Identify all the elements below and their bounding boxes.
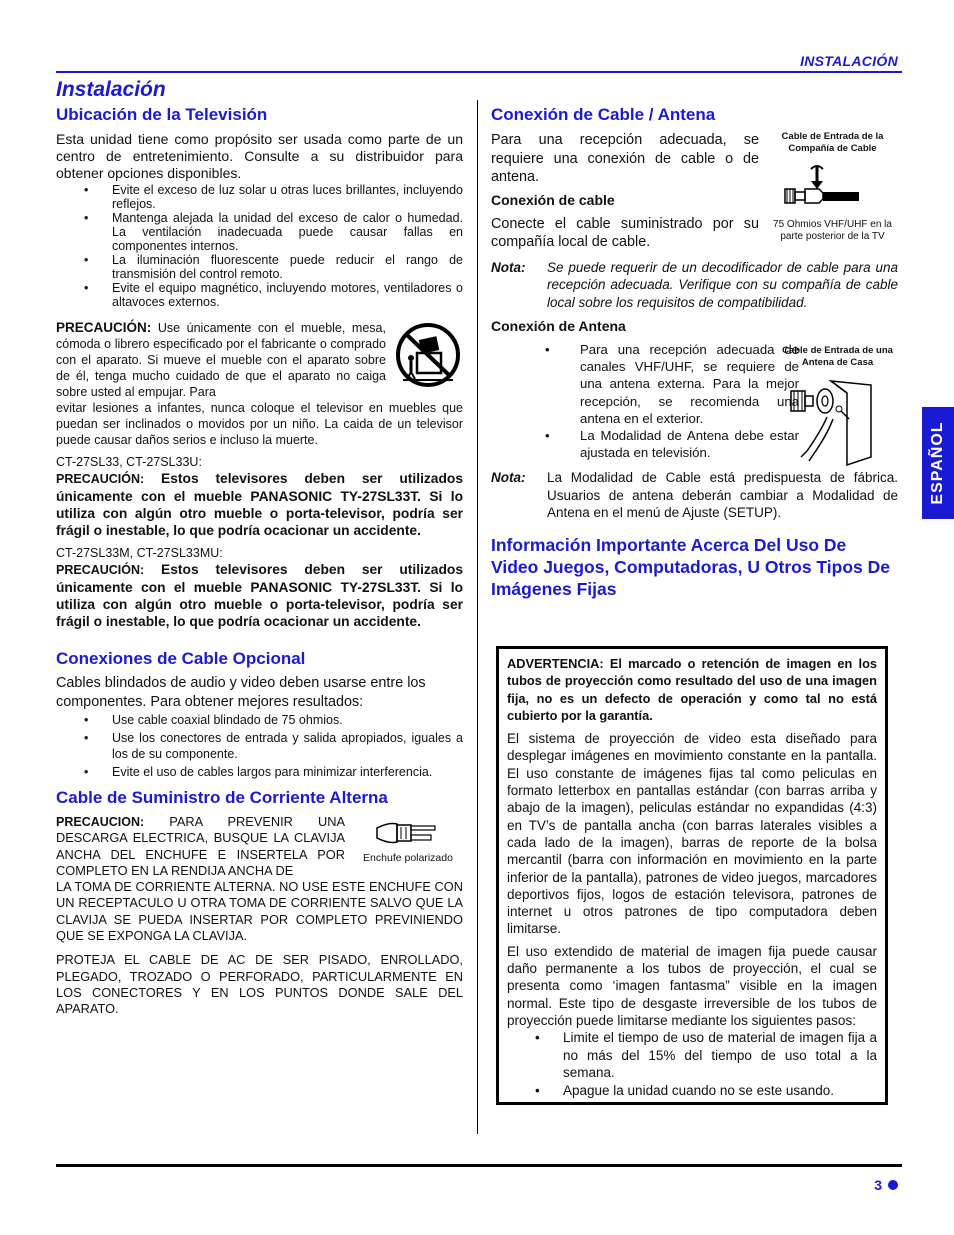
fig1-caption-top: Cable de Entrada de la Compañía de Cable	[781, 131, 884, 154]
language-tab-label: ESPAÑOL	[929, 421, 946, 505]
plug-figure	[353, 818, 463, 865]
stand-warning-1	[56, 470, 463, 539]
footer-rule	[56, 1164, 902, 1167]
cable-block	[491, 131, 898, 252]
precaucion-text-a: Use únicamente con el mueble, mesa, cómoda o librero especificado por el fabricante o comprado con el aparato. Si mueve el mueble con el aparato sobre de él, tenga mucho cuidado de que el aparato no caiga sobre usted al empujar. Para	[56, 321, 386, 399]
ubicacion-bullets	[56, 183, 463, 309]
warning-bullets	[507, 1029, 877, 1099]
stand-warning-2	[56, 561, 463, 630]
header-rule	[56, 71, 902, 73]
heading-ubicacion: Ubicación de la Televisión	[56, 105, 268, 124]
suministro-text-c: PROTEJA EL CABLE DE AC DE SER PISADO, ENROLLADO, PLEGADO, TROZADO O PERFORADO, PARTICULARMENTE EN LOS CONECTORES Y EN LOS PUNTOS DONDE SALE DEL APARATO.	[56, 952, 463, 1017]
opcional-bullets	[56, 712, 463, 780]
model-list-1: CT-27SL33, CT-27SL33U:	[56, 455, 202, 469]
heading-imagenes-fijas: Información Importante Acerca Del Uso De Video Juegos, Computadoras, U Otros Tipos De Imágenes Fijas	[491, 534, 891, 599]
cable-intro: Para una recepción adecuada, se requiere una conexión de cable o de antena.	[491, 132, 759, 185]
nota-label-1: Nota:	[491, 259, 526, 275]
coax-connector-icon	[781, 163, 898, 213]
page-bullet-icon	[888, 1180, 898, 1190]
list-item: • Use los conectores de entrada y salida apropiados, iguales a los de su componente.	[56, 730, 463, 763]
heading-cable-antena: Conexión de Cable / Antena	[491, 105, 716, 124]
list-item: • Apague la unidad cuando no se este usando.	[507, 1082, 877, 1099]
stand-warning-label-1: PRECAUCIÓN:	[56, 472, 145, 486]
fig1-caption-bottom: 75 Ohmios VHF/UHF en la parte posterior de la TV	[773, 219, 892, 242]
page-number: 3	[874, 1177, 882, 1193]
stand-warning-label-2: PRECAUCIÓN:	[56, 563, 145, 577]
nota-text-2: La Modalidad de Cable está predispuesta de fábrica. Usuarios de antena deberán cambiar a Modalidad de Antena en el menú de Ajuste (SETUP).	[547, 470, 898, 521]
plug-caption: Enchufe polarizado	[363, 852, 453, 864]
heading-suministro: Cable de Suministro de Corriente Alterna	[56, 788, 388, 807]
list-item: • Mantenga alejada la unidad del exceso de calor o humedad. La ventilación inadecuada puede causar fallas en componentes internos.	[56, 211, 463, 253]
opcional-intro: Cables blindados de audio y video deben usarse entre los componentes. Para obtener mejores resultados:	[56, 675, 426, 710]
left-column	[56, 104, 463, 1018]
list-item: • Evite el uso de cables largos para minimizar interferencia.	[56, 764, 463, 781]
warning-box	[496, 646, 888, 1105]
antena-block	[491, 341, 898, 461]
antenna-connector-icon	[787, 373, 898, 473]
precaucion-block	[56, 320, 463, 448]
warning-paragraph-2: El uso extendido de material de imagen fija puede causar daño permanente a los tubos de proyección, el cual se presenta como ‘imagen fantasma” visible en la imagen normal. Este tipo de desgaste irreversible de los tubos de proyección puede limitarse mediante los siguientes pasos:	[507, 943, 877, 1028]
list-item: • La Modalidad de Antena debe estar ajustada en televisión.	[491, 427, 799, 461]
polarized-plug-icon	[353, 818, 463, 852]
list-item: • La iluminación fluorescente puede reducir el rango de transmisión del control remoto.	[56, 253, 463, 281]
suministro-label: PRECAUCION:	[56, 815, 145, 829]
ubicacion-intro: Esta unidad tiene como propósito ser usada como parte de un centro de entretenimiento. Consulte a su distribuidor para obtener opciones disponibles.	[56, 131, 463, 181]
running-header: INSTALACIÓN	[800, 53, 898, 69]
nota-1	[491, 259, 898, 312]
list-item: • Limite el tiempo de uso de material de imagen fija a no más del 15% del tiempo de uso total a la semana.	[507, 1029, 877, 1081]
precaucion-label: PRECAUCIÓN:	[56, 320, 152, 335]
tipover-warning-icon	[393, 322, 463, 388]
nota-2	[491, 469, 898, 522]
column-divider	[477, 100, 478, 1134]
nota-label-2: Nota:	[491, 470, 526, 486]
language-tab	[922, 407, 954, 519]
list-item: • Evite el equipo magnético, incluyendo motores, ventiladores o altavoces externos.	[56, 281, 463, 309]
nota-text-1: Se puede requerir de un decodificador de cable para una recepción adecuada. Verifique con su compañía de cable local sobre los requisitos de compatibilidad.	[547, 259, 898, 310]
suministro-block	[56, 814, 463, 1018]
cable-figure	[767, 131, 898, 243]
list-item: • Evite el exceso de luz solar u otras luces brillantes, incluyendo reflejos.	[56, 183, 463, 211]
list-item: • Use cable coaxial blindado de 75 ohmios.	[56, 712, 463, 729]
warning-bold-text: ADVERTENCIA: El marcado o retención de imagen en los tubos de proyección como resultado del uso de una imagen fija, no es un defecto de operación y como tal no está cubierto por la garantía.	[507, 656, 877, 723]
stand-warning-text-2: Estos televisores deben ser utilizados únicamente con el mueble PANASONIC TY-27SL33T. Si lo utiliza con algún otro mueble o porta-televisor, podría ser frágil o inestable, lo que podría ocacionar un accidente.	[56, 562, 464, 629]
sub-conexion-cable: Conexión de cable	[491, 191, 615, 208]
suministro-text-a: PARA PREVENIR UNA DESCARGA ELECTRICA, BUSQUE LA CLAVIJA ANCHA DEL ENCHUFE E INSERTELA POR COMPLETO EN LA RENDIJA ANCHA DE	[56, 814, 345, 878]
list-item: • Para una recepción adecuada de canales VHF/UHF, se requiere de una antena externa. Para la mejor recepción, se recomienda una antena en el exterior.	[491, 341, 799, 427]
stand-warning-text-1: Estos televisores deben ser utilizados únicamente con el mueble PANASONIC TY-27SL33T. Si lo utiliza con algún otro mueble o porta-televisor, podría ser frágil o inestable, lo que podría ocacionar un accidente.	[56, 471, 464, 538]
warning-paragraph-1: El sistema de proyección de video esta diseñado para desplegar imágenes en movimiento constante en la pantalla. El uso constante de imágenes fijas tal como peliculas en formato letterbox en pantallas estándar (con barras arriba y abajo de la imagen), peliculas estándar no expandidas (4:3) en TV’s de pantalla ancha (con barras laterales visibles a cada lado de la imagen), barras de reporte de la bolsa mercantil (barra con información en movimiento en la parte inferior de la pantalla), patrones de video juegos, marcadores deportivos fijos, logos de estación televisora, patrones de internet u otros patrones de tipo computadora deben limitarse.	[507, 731, 877, 937]
conexion-cable-text: Conecte el cable suministrado por su compañía local de cable.	[491, 215, 759, 250]
precaucion-text-b: evitar lesiones a infantes, nunca coloque el televisor en muebles que puedan ser inclinados o movidos por un niño. La caida de un televisor puede causar daños serios e incluso la muerte.	[56, 401, 463, 447]
suministro-text-b: LA TOMA DE CORRIENTE ALTERNA. NO USE ESTE ENCHUFE CON UN RECEPTACULO U OTRA TOMA DE CORRIENTE SALVO QUE LA CLAVIJA SE PUEDA INSERTAR POR COMPLETO PREVINIENDO QUE SE EXPONGA LA CLAVIJA.	[56, 879, 463, 944]
fig2-caption-top: Cable de Entrada de una Antena de Casa	[782, 345, 893, 368]
model-list-2: CT-27SL33M, CT-27SL33MU:	[56, 546, 223, 560]
page-title: Instalación	[56, 78, 166, 101]
sub-conexion-antena: Conexión de Antena	[491, 318, 626, 334]
heading-opcional: Conexiones de Cable Opcional	[56, 649, 306, 668]
right-column	[491, 104, 898, 600]
